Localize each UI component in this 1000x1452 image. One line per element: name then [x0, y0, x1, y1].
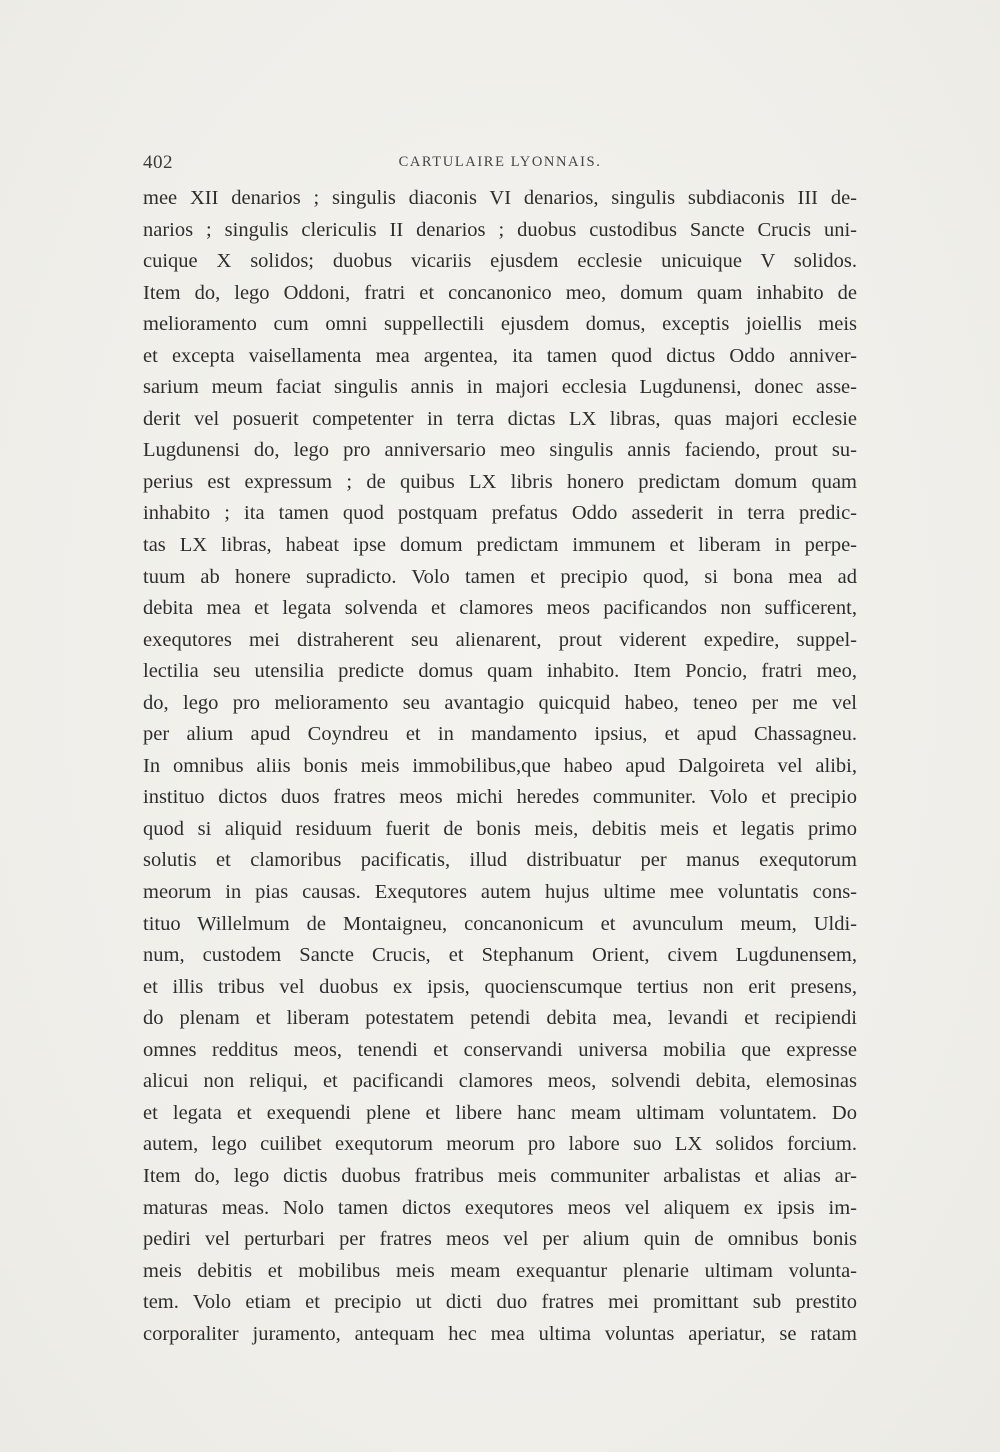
text-line: maturas meas. Nolo tamen dictos exequtores meos vel aliquem ex ipsis im- [143, 1196, 857, 1219]
text-line: et legata et exequendi plene et libere hanc meam ultimam voluntatem. Do [143, 1101, 857, 1124]
text-line: melioramento cum omni suppellectili ejusdem domus, exceptis joiellis meis [143, 313, 857, 336]
text-line: instituo dictos duos fratres meos michi heredes communiter. Volo et precipio [143, 786, 857, 809]
text-line: In omnibus aliis bonis meis immobilibus,que habeo apud Dalgoireta vel alibi, [143, 754, 857, 777]
text-line: mee XII denarios ; singulis diaconis VI denarios, singulis subdiaconis III de- [143, 187, 857, 209]
running-title: CARTULAIRE LYONNAIS. [398, 154, 602, 170]
text-line: sarium meum faciat singulis annis in majori ecclesia Lugdunensi, donec asse- [143, 376, 857, 399]
text-line: cuique X solidos; duobus vicariis ejusdem ecclesie unicuique V solidos. [143, 250, 857, 273]
text-line: tas LX libras, habeat ipse domum predictam immunem et liberam in perpe- [143, 534, 857, 557]
text-line: Item do, lego Oddoni, fratri et concanonico meo, domum quam inhabito de [143, 281, 857, 304]
text-line: quod si aliquid residuum fuerit de bonis meis, debitis meis et legatis primo [143, 817, 857, 840]
text-line: solutis et clamoribus pacificatis, illud distribuatur per manus exequtorum [143, 849, 857, 872]
page-number: 402 [143, 152, 173, 173]
text-line: corporaliter juramento, antequam hec mea ultima voluntas aperiatur, se ratam [143, 1322, 857, 1345]
text-line: autem, lego cuilibet exequtorum meorum pro labore suo LX solidos forcium. [143, 1133, 857, 1156]
text-line: debita mea et legata solvenda et clamores meos pacificandos non sufficerent, [143, 597, 857, 620]
text-line: et illis tribus vel duobus ex ipsis, quocienscumque tertius non erit presens, [143, 975, 857, 998]
text-line: per alium apud Coyndreu et in mandamento ipsius, et apud Chassagneu. [143, 723, 857, 746]
text-line: omnes redditus meos, tenendi et conservandi universa mobilia que expresse [143, 1038, 857, 1061]
text-line: lectilia seu utensilia predicte domus quam inhabito. Item Poncio, fratri meo, [143, 660, 857, 683]
text-line: do plenam et liberam potestatem petendi debita mea, levandi et recipiendi [143, 1007, 857, 1030]
text-line: alicui non reliqui, et pacificandi clamores meos, solvendi debita, elemosinas [143, 1070, 857, 1093]
text-line: Lugdunensi do, lego pro anniversario meo singulis annis faciendo, prout su- [143, 439, 857, 462]
text-line: exequtores mei distraherent seu alienarent, prout viderent expedire, suppel- [143, 628, 857, 651]
text-line: derit vel posuerit competenter in terra dictas LX libras, quas majori ecclesie [143, 407, 857, 430]
text-line: tuum ab honere supradicto. Volo tamen et precipio quod, si bona mea ad [143, 565, 857, 588]
text-line: tem. Volo etiam et precipio ut dicti duo fratres mei promittant sub prestito [143, 1291, 857, 1314]
text-line: inhabito ; ita tamen quod postquam prefatus Oddo assederit in terra predic- [143, 502, 857, 525]
body-text [143, 183, 857, 1350]
text-line: perius est expressum ; de quibus LX libris honero predictam domum quam [143, 470, 857, 493]
text-line: et excepta vaisellamenta mea argentea, ita tamen quod dictus Oddo anniver- [143, 344, 857, 367]
text-line: do, lego pro melioramento seu avantagio quicquid habeo, teneo per me vel [143, 691, 857, 714]
page-header [143, 152, 857, 176]
text-line: num, custodem Sancte Crucis, et Stephanum Orient, civem Lugdunensem, [143, 944, 857, 967]
text-line: meis debitis et mobilibus meis meam exequantur plenarie ultimam volunta- [143, 1259, 857, 1282]
text-line: narios ; singulis clericulis II denarios ; duobus custodibus Sancte Crucis uni- [143, 218, 857, 241]
text-line: tituo Willelmum de Montaigneu, concanonicum et avunculum meum, Uldi- [143, 912, 857, 935]
text-line: pediri vel perturbari per fratres meos vel per alium quin de omnibus bonis [143, 1228, 857, 1251]
text-line: meorum in pias causas. Exequtores autem hujus ultime mee voluntatis cons- [143, 881, 857, 904]
text-line: Item do, lego dictis duobus fratribus meis communiter arbalistas et alias ar- [143, 1164, 857, 1187]
